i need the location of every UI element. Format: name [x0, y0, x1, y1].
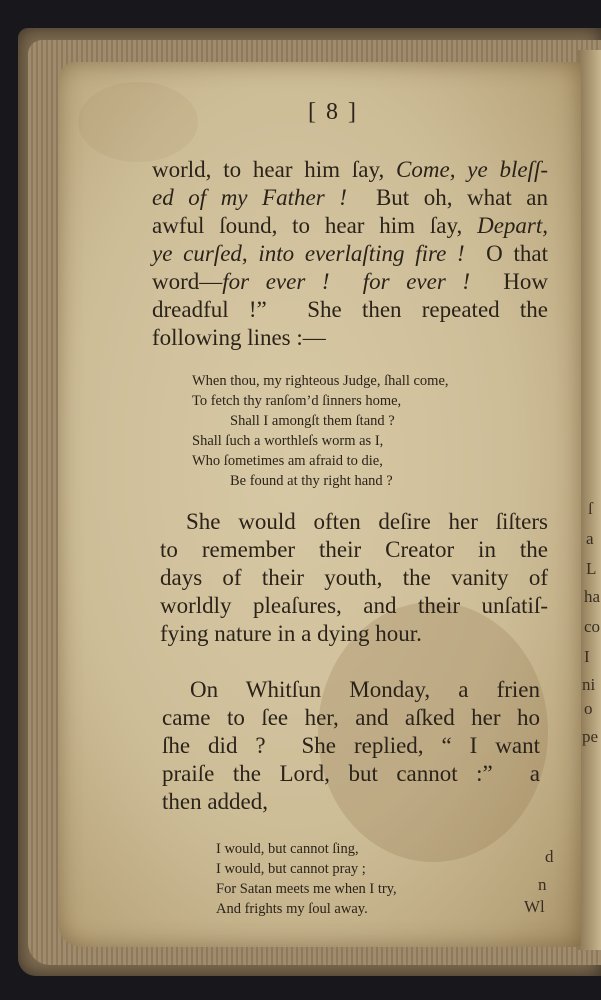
paragraph-1-line: [152, 186, 548, 209]
verse-1-line: Who ſometimes am afraid to die,: [192, 453, 383, 469]
verse-1-line: When thou, my righteous Judge, ſhall come,: [192, 373, 449, 389]
paragraph-3-line: then added,: [162, 789, 269, 814]
verse-2-line: I would, but cannot ſing,: [216, 841, 359, 857]
facing-page-fragment: n: [538, 875, 547, 894]
verse-1-line: Shall ſuch a worthleſs worm as I,: [192, 433, 384, 449]
paragraph-3-line: came to ſee her, and aſked her ho: [162, 705, 540, 730]
paragraph-1-line: [152, 298, 548, 321]
facing-page-fragment: d: [545, 847, 554, 866]
paragraph-1-line: [152, 270, 548, 293]
facing-page-fragment: I: [584, 647, 590, 666]
facing-page-fragment: ha: [584, 587, 601, 606]
facing-page-fragment: co: [584, 617, 601, 636]
paragraph-2-line: worldly pleaſures, and their unſatiſ-: [160, 593, 548, 618]
paragraph-2-line: She would often deſire her ſiſters: [186, 509, 548, 534]
facing-page-fragment: a: [586, 529, 594, 548]
italic-run: ye curſed, into everlaſting fire !: [152, 241, 476, 266]
paragraph-1-line: [152, 158, 548, 181]
paragraph-1-line: [152, 326, 326, 349]
text-run: world, to hear him ſay,: [152, 157, 397, 182]
facing-page-fragment: ſ: [588, 499, 593, 518]
italic-run: Come, ye bleſſ-: [396, 157, 548, 182]
verse-2-line: For Satan meets me when I try,: [216, 881, 397, 897]
facing-page-fragment: Wl: [524, 897, 545, 916]
verse-1-line: To fetch thy ranſom’d ſinners home,: [192, 393, 402, 409]
paragraph-1-line: [152, 242, 548, 265]
text-run: following lines :—: [152, 325, 326, 350]
paragraph-2-line: fying nature in a dying hour.: [160, 621, 422, 646]
text-run: But oh, what an: [361, 185, 548, 210]
paragraph-1-line: [152, 214, 548, 237]
text-run: word—: [152, 269, 223, 294]
text-run: How: [486, 269, 548, 294]
text-run: O that: [475, 241, 548, 266]
verse-2-line: I would, but cannot pray ;: [216, 861, 366, 877]
paragraph-3-line: praiſe the Lord, but cannot :” a: [162, 761, 540, 786]
italic-run: for ever ! for ever !: [222, 269, 487, 294]
paragraph-2-line: to remember their Creator in the: [160, 537, 548, 562]
italic-run: Depart,: [477, 213, 548, 238]
page-number: [ 8 ]: [308, 99, 358, 125]
italic-run: ed of my Father !: [152, 185, 362, 210]
page-stain: [78, 82, 198, 162]
paragraph-2-line: days of their youth, the vanity of: [160, 565, 548, 590]
paragraph-3-line: On Whitſun Monday, a frien: [190, 677, 540, 702]
facing-page-fragment: pe: [582, 727, 599, 746]
verse-1-line: Be found at thy right hand ?: [230, 473, 393, 489]
facing-page-fragment: o: [584, 699, 593, 718]
verse-1-line: Shall I amongſt them ſtand ?: [230, 413, 395, 429]
facing-page-fragment: L: [586, 559, 597, 578]
text-run: dreadful !” She then repeated the: [152, 297, 548, 322]
facing-page-fragment: ni: [582, 675, 596, 694]
verse-2-line: And frights my ſoul away.: [216, 901, 368, 917]
paragraph-3-line: ſhe did ? She replied, “ I want: [162, 733, 540, 758]
text-run: awful ſound, to hear him ſay,: [152, 213, 478, 238]
